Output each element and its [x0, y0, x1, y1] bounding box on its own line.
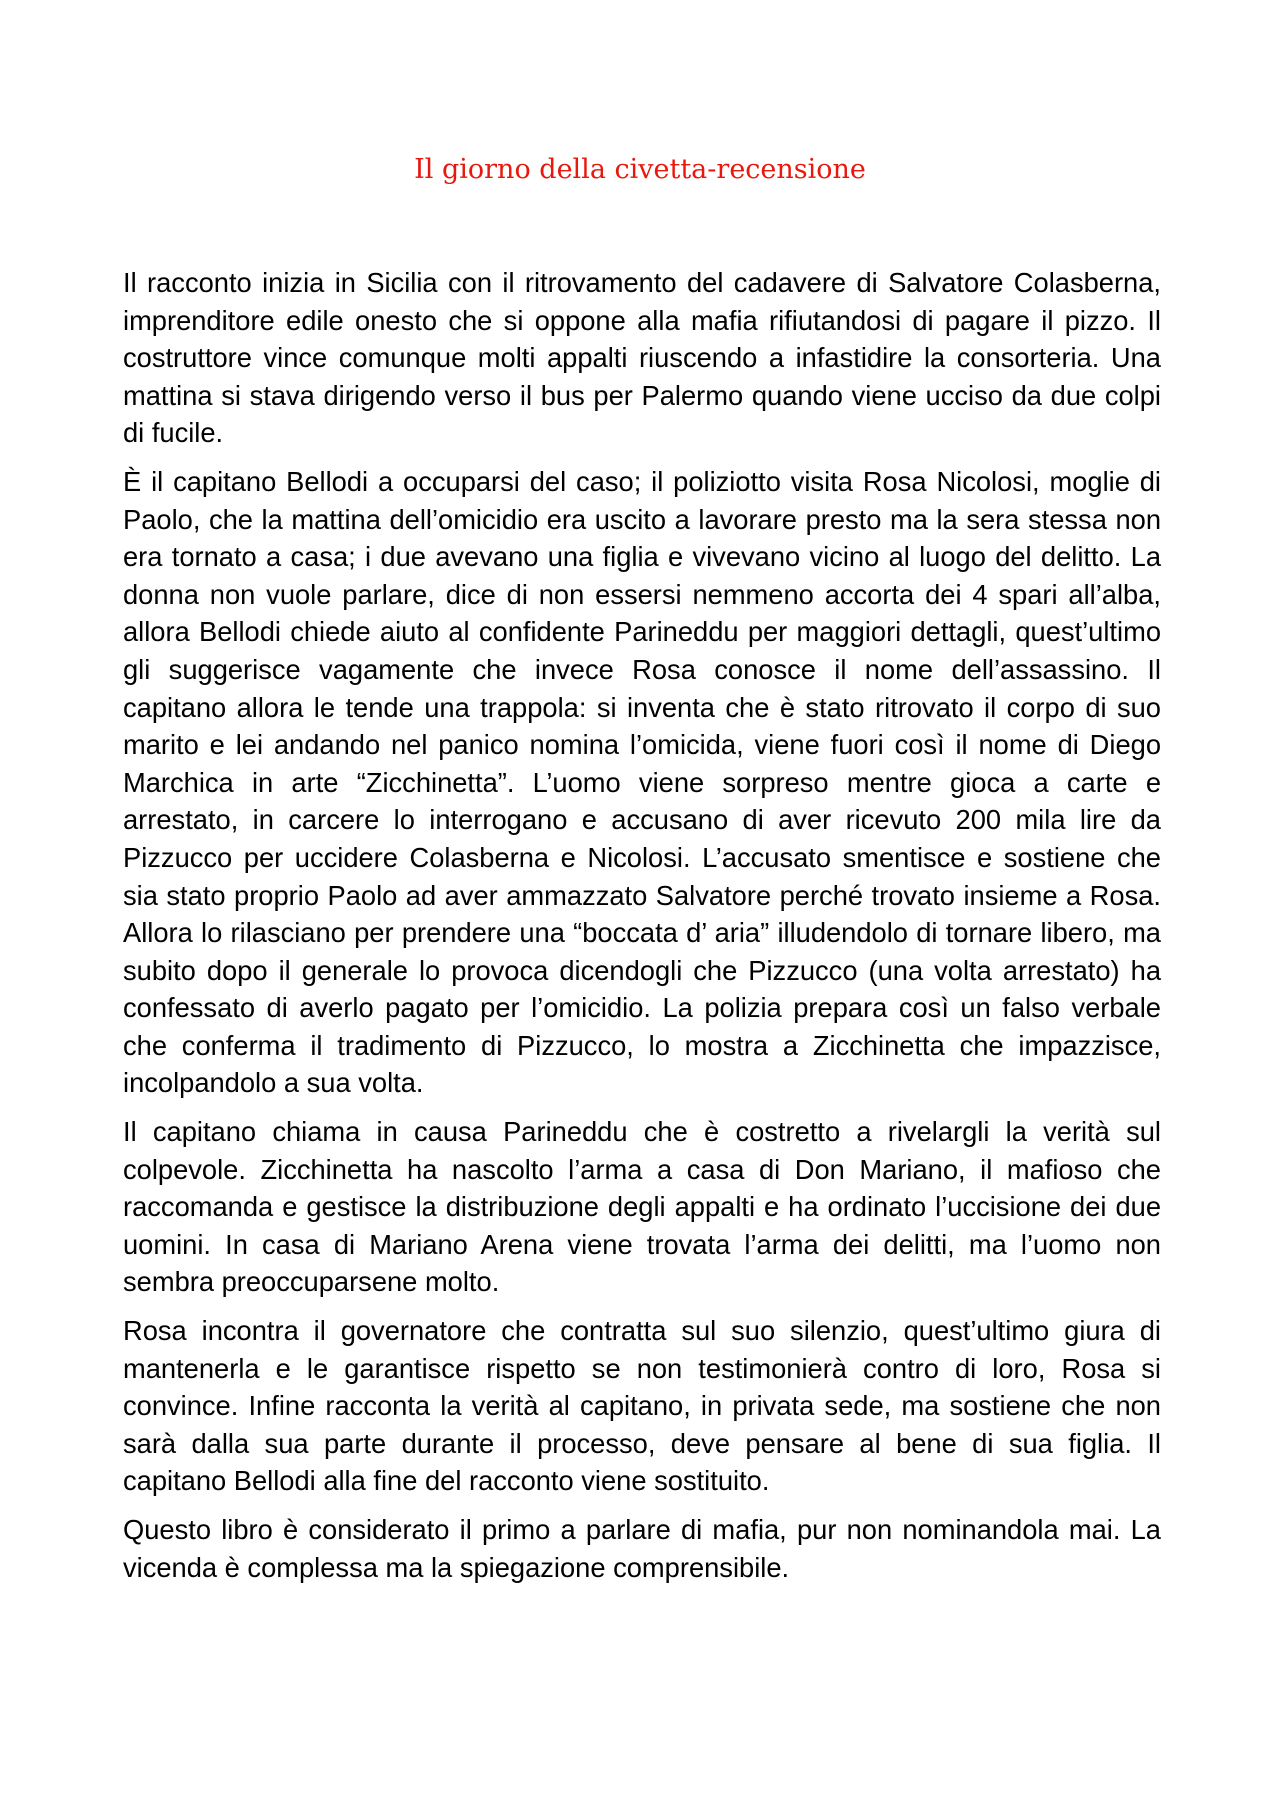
document-body [123, 264, 1161, 1597]
document-title: Il giorno della civetta-recensione [414, 154, 866, 185]
paragraph: Il capitano chiama in causa Parineddu che è costretto a rivelargli la verità sul colpevole. Zicchinetta ha nascolto l’arma a casa di Don Mariano, il mafioso che raccomanda e gestisce la distribuzione degli appalti e ha ordinato l’uccisione dei due uomini. In casa di Mariano Arena viene trovata l’arma dei delitti, ma l’uomo non sembra preoccuparsene molto. [123, 1116, 1161, 1298]
paragraph: Il racconto inizia in Sicilia con il ritrovamento del cadavere di Salvatore Colasberna, imprenditore edile onesto che si oppone alla mafia rifiutandosi di pagare il pizzo. Il costruttore vince comunque molti appalti riuscendo a infastidire la consorteria. Una mattina si stava dirigendo verso il bus per Palermo quando viene ucciso da due colpi di fucile. [123, 267, 1161, 449]
paragraph: È il capitano Bellodi a occuparsi del caso; il poliziotto visita Rosa Nicolosi, moglie di Paolo, che la mattina dell’omicidio era uscito a lavorare presto ma la sera stessa non era tornato a casa; i due avevano una figlia e vivevano vicino al luogo del delitto. La donna non vuole parlare, dice di non essersi nemmeno accorta dei 4 spari all’alba, allora Bellodi chiede aiuto al confidente Parineddu per maggiori dettagli, quest’ultimo gli suggerisce vagamente che invece Rosa conosce il nome dell’assassino. Il capitano allora le tende una trappola: si inventa che è stato ritrovato il corpo di suo marito e lei andando nel panico nomina l’omicida, viene fuori così il nome di Diego Marchica in arte “Zicchinetta”. L’uomo viene sorpreso mentre gioca a carte e arrestato, in carcere lo interrogano e accusano di aver ricevuto 200 mila lire da Pizzucco per uccidere Colasberna e Nicolosi. L’accusato smentisce e sostiene che sia stato proprio Paolo ad aver ammazzato Salvatore perché trovato insieme a Rosa. Allora lo rilasciano per prendere una “boccata d’ aria” illudendolo di tornare libero, ma subito dopo il generale lo provoca dicendogli che Pizzucco (una volta arrestato) ha confessato di averlo pagato per l’omicidio. La polizia prepara così un falso verbale che conferma il tradimento di Pizzucco, lo mostra a Zicchinetta che impazzisce, incolpandolo a sua volta. [123, 465, 1161, 1099]
paragraph: Rosa incontra il governatore che contratta sul suo silenzio, quest’ultimo giura di mantenerla e le garantisce rispetto se non testimonierà contro di loro, Rosa si convince. Infine racconta la verità al capitano, in privata sede, ma sostiene che non sarà dalla sua parte durante il processo, deve pensare al bene di sua figlia. Il capitano Bellodi alla fine del racconto viene sostituito. [123, 1315, 1161, 1497]
paragraph: Questo libro è considerato il primo a parlare di mafia, pur non nominandola mai. La vicenda è complessa ma la spiegazione comprensibile. [123, 1514, 1161, 1583]
